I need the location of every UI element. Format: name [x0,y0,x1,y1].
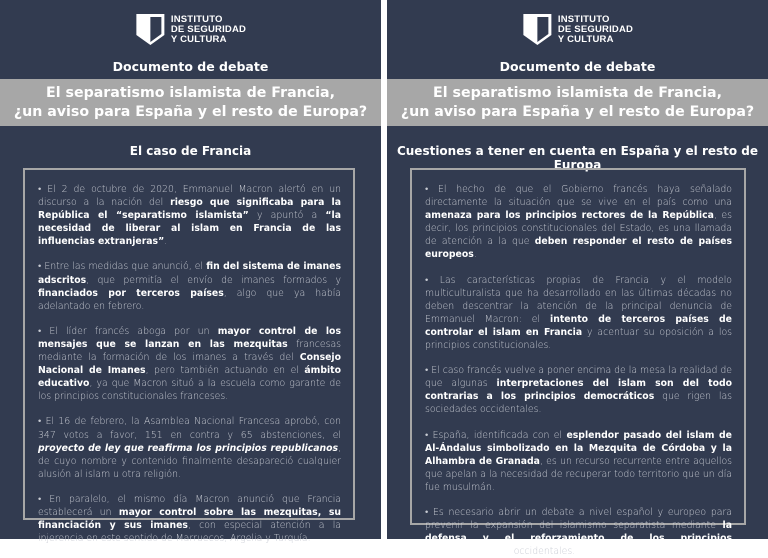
title-band [0,79,381,126]
logo-text [171,15,246,45]
title-band [387,79,768,126]
body-text: que rigen las sociedades occidentales. [425,391,732,416]
logo-text [558,15,633,45]
body-text: • El caso francés vuelve a poner encima de la mesa la realidad de que algunas [425,365,732,390]
title-line-1: El separatismo islamista de Francia, [433,84,722,101]
emphasis-text: mayor control de los mensajes que se lanzan en las mezquitas [38,325,341,350]
bullet-item [38,493,341,545]
body-text: • En paralelo, el mismo día Macron anunció que Francia establecerá un [38,493,341,518]
bullet-item [425,364,732,416]
body-text: occidentales. [510,546,576,558]
emphasis-text: fin del sistema de imanes adscritos [38,261,341,286]
logo-line-1: INSTITUTO [170,13,223,25]
body-text: • Es necesario abrir un debate a nivel español y europeo para prevenir la expansión del islamismo separatista mediante [425,506,732,532]
bullet-item [425,183,732,262]
body-text: • Entre las medidas que anunció, el [38,261,207,273]
logo-line-2: DE SEGURIDAD [170,23,247,35]
bullet-item [38,183,341,248]
title-line-2: ¿un aviso para España y el resto de Europa? [400,103,755,120]
bullet-item [425,429,732,494]
left-panel [0,0,381,545]
emphasis-text: mayor control sobre las mezquitas, su financiación y sus imanes [38,506,341,532]
body-text: • El 2 de octubre de 2020, Emmanuel Macron alertó en un discurso a la nación del [38,184,341,209]
content-box [410,168,746,558]
section-title: Cuestiones a tener en cuenta en España y el resto de Europa [396,144,759,172]
logo-line-3: Y CULTURA [170,33,227,45]
emphasis-text: Consejo Nacional de Imanes [38,352,341,377]
body-text: , de cuyo nombre y contenido finalmente desapareció cualquier alusión al islam u otra religión. [38,442,341,480]
emphasis-text: riesgo que significaba para la República el “separatismo islamista” [38,197,341,222]
doc-type-label: Documento de debate [499,59,656,74]
bullet-item [425,274,732,353]
emphasis-text: amenaza para los principios rectores de la República [425,210,714,222]
body-text: , es un recurso recurrente entre aquellos que apelan a la necesidad de recuperar todo territorio que un día fue musulmán. [425,455,732,493]
title-line-1: El separatismo islamista de Francia, [46,84,335,101]
right-panel [387,0,768,558]
section-title: El caso de Francia [129,144,252,158]
bullet-item [425,506,732,558]
body-text: • El 16 de febrero, la Asamblea Nacional Francesa aprobó, con 347 votos a favor, 151 en contra y 65 abstenciones, el [38,416,341,441]
body-text: . [473,249,477,261]
body-text: y apuntó a [248,210,326,222]
emphasis-text: intento de terceros países de controlar el islam en Francia [425,313,732,338]
logo-line-3: Y CULTURA [557,33,614,45]
emphasis-text: financiados por terceros países [38,287,224,299]
logo-line-1: INSTITUTO [557,13,610,25]
body-text: • El hecho de que el Gobierno francés haya señalado directamente la situación que se vive en el país como una [425,184,732,209]
logo [522,13,633,46]
body-text: . [164,236,168,248]
shield-icon [522,13,552,46]
body-text: , que permitía el envío de imanes formados y [86,274,341,286]
emphasis-text: interpretaciones del islam son del todo contrarias a los principios democráticos [425,378,733,403]
body-text: , pero también actuando en el [145,365,305,377]
shield-icon [135,13,165,46]
emphasis-text: esplendor pasado del islam de Al-Ándalus simbolizado en la Mezquita de Córdoba y la Alhambra de Granada [425,429,732,467]
body-text: , con especial atención a la injerencia en este sentido de Marruecos, Argelia y Turquía. [38,520,341,545]
body-text: , ya que Macron situó a la escuela como garante de los principios constitucionales franceses. [38,378,341,403]
bullet-item [38,415,341,480]
body-text: • España, identificada con el [425,429,567,441]
emphasis-text: la defensa y el reforzamiento de los principios constitucionales [425,520,732,558]
body-text: , es decir, los principios constitucionales del Estado, es una llamada de atención a la que [425,210,732,248]
body-text: • Las características propias de Francia y el modelo multiculturalista que ha desarrollado en las últimas décadas no deben descentrar la atención de la principal denuncia de Emmanuel Macron: el [425,274,732,325]
body-text: y acentuar su oposición a los principios constitucionales. [425,326,732,352]
logo [135,13,246,46]
emphasis-text: proyecto de ley que reafirma los principios republicanos [38,442,339,454]
title-line-2: ¿un aviso para España y el resto de Europa? [13,103,368,120]
emphasis-text: deben responder el resto de países europeos [425,236,732,261]
body-text: francesas mediante la formación de los imanes a través del [38,338,342,364]
body-text: , algo que ya había adelantado en febrero. [38,287,342,312]
content-box [23,168,355,545]
emphasis-text: ámbito educativo [38,365,341,390]
bullet-item [38,260,341,312]
doc-type-label: Documento de debate [112,59,269,74]
logo-line-2: DE SEGURIDAD [557,23,634,35]
emphasis-text: “la necesidad de liberar al islam en Francia de las influencias extranjeras” [38,210,341,248]
body-text: • El líder francés aboga por un [38,325,218,337]
bullet-item [38,325,341,404]
